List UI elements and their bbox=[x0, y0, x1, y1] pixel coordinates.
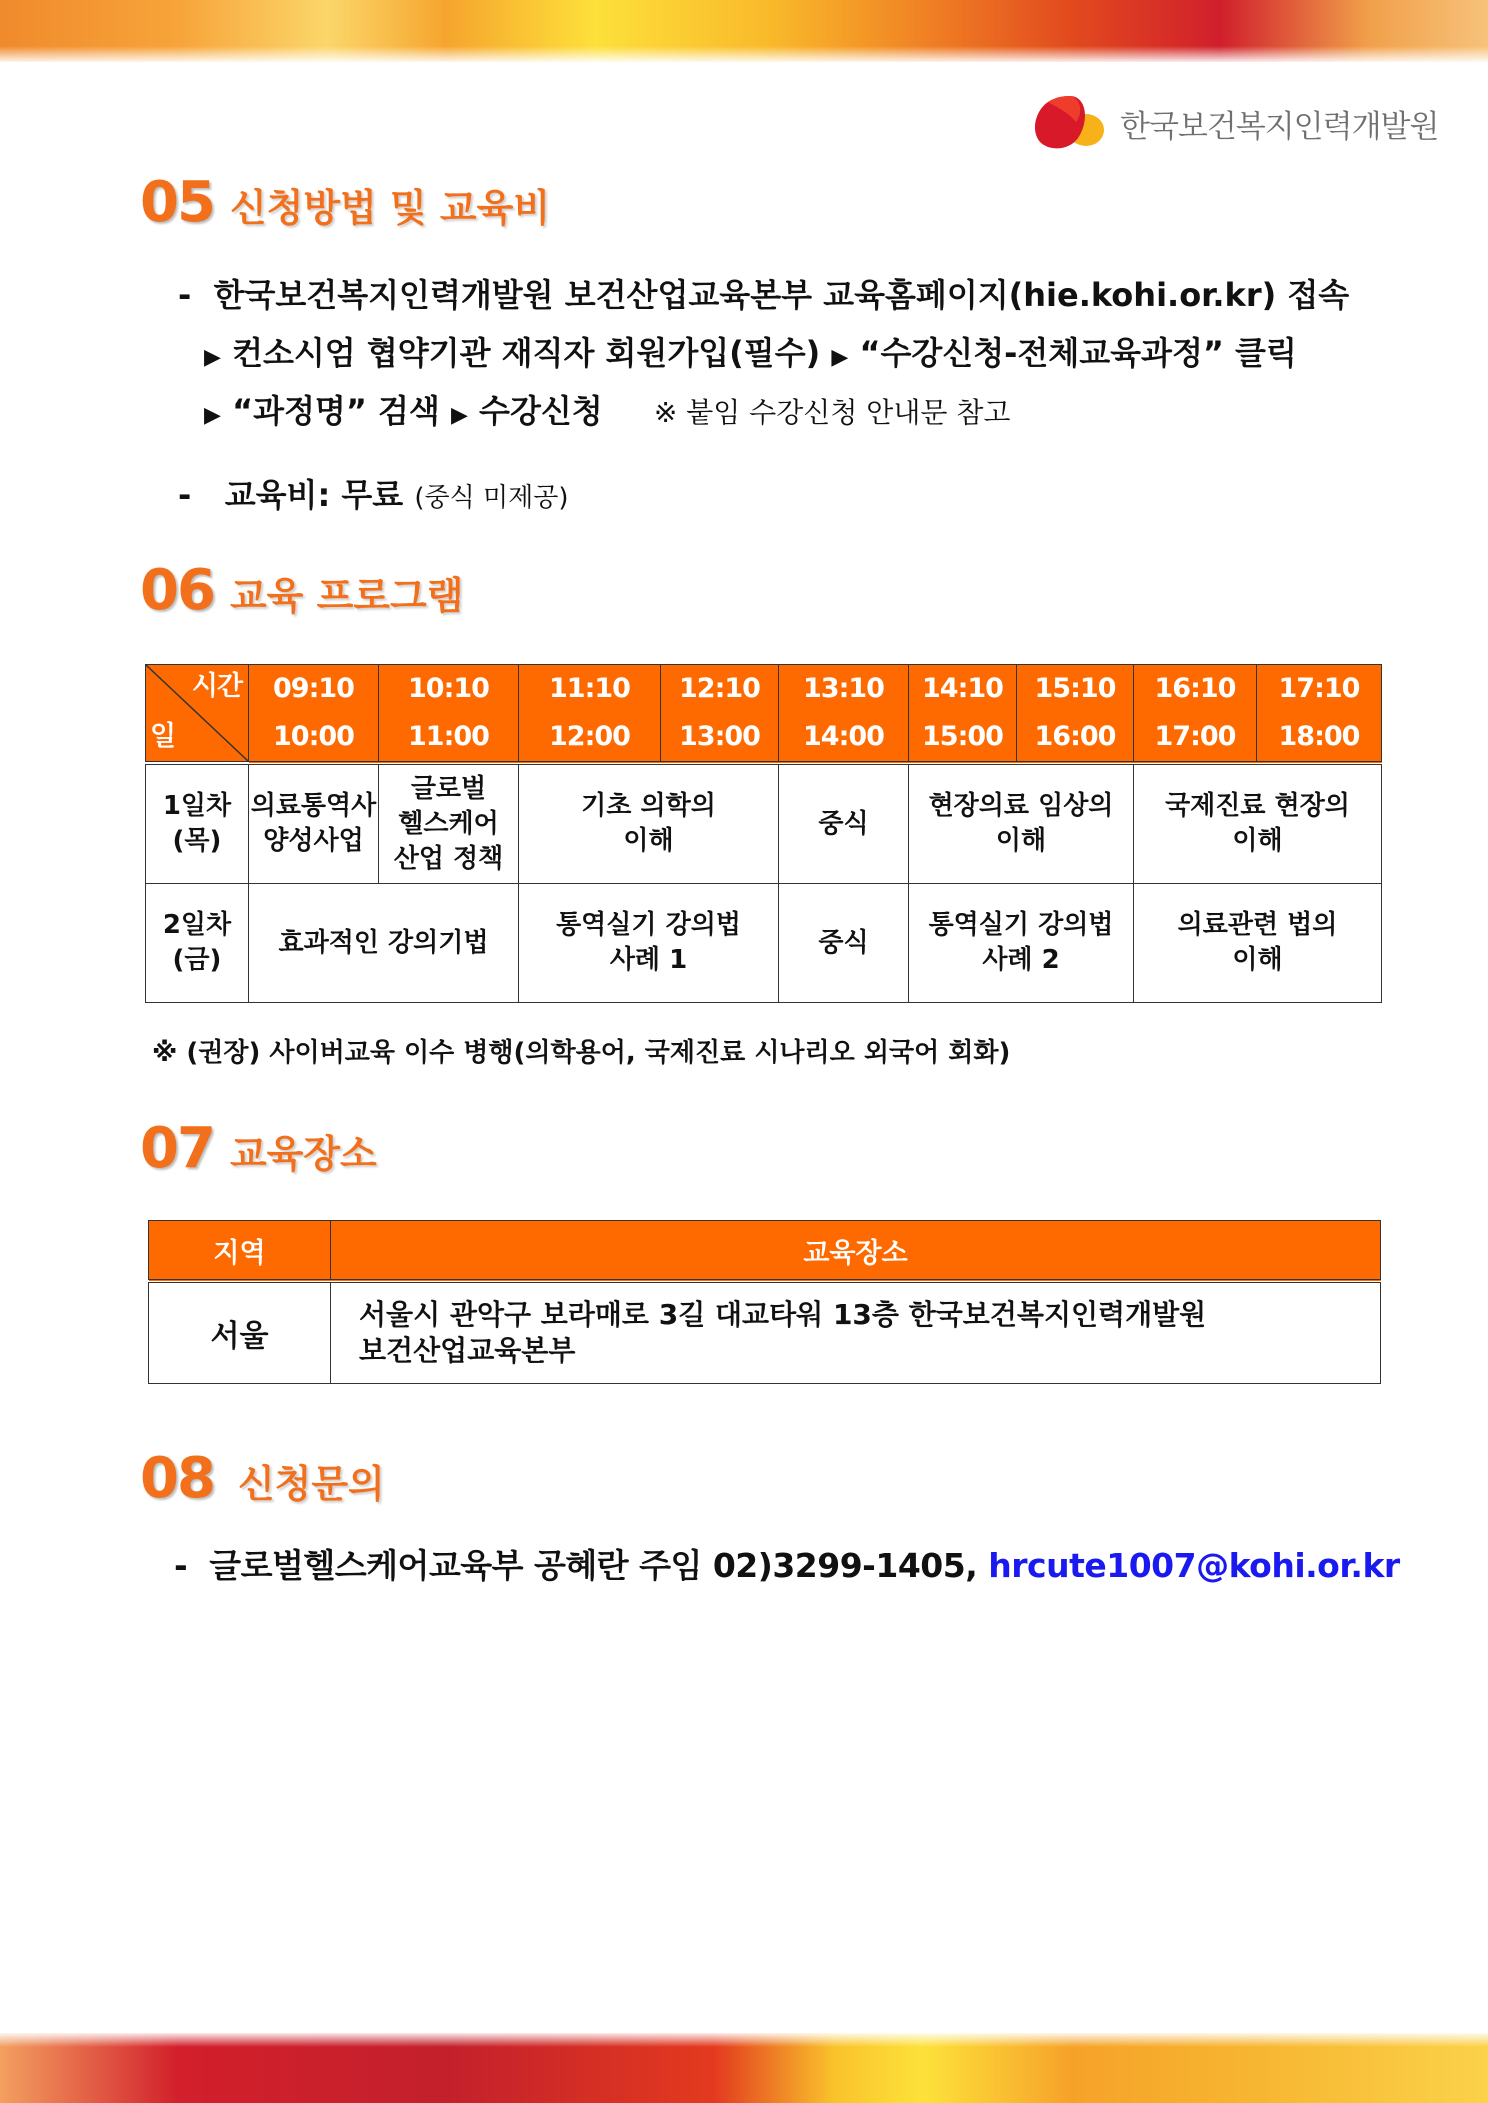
program-table bbox=[145, 664, 1382, 1003]
session-cell: 통역실기 강의법 사례 2 bbox=[909, 884, 1134, 1003]
time-slot: 14:10 15:00 bbox=[909, 665, 1017, 764]
bottom-decorative-band bbox=[0, 2033, 1488, 2103]
section-number: 06 bbox=[140, 558, 214, 623]
fee-line: - 교육비: 무료 (중식 미제공) bbox=[178, 476, 569, 514]
apply-step-1: - 한국보건복지인력개발원 보건산업교육본부 교육홈페이지(hie.kohi.or.kr) 접속 bbox=[178, 276, 1350, 314]
time-slot: 17:10 18:00 bbox=[1257, 665, 1382, 764]
attachment-note: ※ 붙임 수강신청 안내문 참고 bbox=[653, 396, 1011, 429]
lunch-cell: 중식 bbox=[779, 763, 909, 884]
session-cell: 국제진료 현장의 이해 bbox=[1134, 763, 1382, 884]
top-decorative-band bbox=[0, 0, 1488, 62]
section-title: 신청방법 및 교육비 bbox=[229, 186, 551, 230]
section-number: 05 bbox=[140, 170, 214, 235]
section-title: 신청문의 bbox=[237, 1462, 385, 1506]
region-cell: 서울 bbox=[149, 1281, 331, 1384]
table-row-day2 bbox=[146, 884, 1382, 1003]
section-08-heading bbox=[140, 1446, 385, 1511]
session-cell: 의료통역사 양성사업 bbox=[249, 763, 379, 884]
time-slot: 09:10 10:00 bbox=[249, 665, 379, 764]
time-slot: 12:10 13:00 bbox=[661, 665, 779, 764]
apply-step-3: ▶ “과정명” 검색 ▶ 수강신청 ※ 붙임 수강신청 안내문 참고 bbox=[204, 392, 1011, 430]
cyber-education-note: ※ (권장) 사이버교육 이수 병행(의학용어, 국제진료 시나리오 외국어 회화) bbox=[152, 1038, 1011, 1068]
logo-icon bbox=[1030, 90, 1110, 156]
table-header-row bbox=[146, 665, 1382, 764]
location-table bbox=[148, 1220, 1381, 1384]
section-05-heading bbox=[140, 170, 550, 235]
time-slot: 10:10 11:00 bbox=[379, 665, 519, 764]
corner-cell bbox=[146, 665, 249, 764]
section-07-heading bbox=[140, 1116, 377, 1181]
session-cell: 통역실기 강의법 사례 1 bbox=[519, 884, 779, 1003]
contact-info: 글로벌헬스케어교육부 공혜란 주임 02)3299-1405, bbox=[209, 1546, 978, 1585]
time-slot: 11:10 12:00 bbox=[519, 665, 661, 764]
triangle-right-icon: ▶ bbox=[204, 403, 221, 428]
place-header: 교육장소 bbox=[331, 1221, 1381, 1282]
apply-step-2: ▶ 컨소시엄 협약기관 재직자 회원가입(필수) ▶ “수강신청-전체교육과정” 클릭 bbox=[204, 334, 1297, 372]
day-label: 2일차 (금) bbox=[146, 884, 249, 1003]
org-logo bbox=[1030, 90, 1438, 156]
contact-line: - 글로벌헬스케어교육부 공혜란 주임 02)3299-1405, hrcute1007@kohi.or.kr bbox=[174, 1546, 1400, 1585]
section-06-heading bbox=[140, 558, 463, 623]
section-number: 07 bbox=[140, 1116, 214, 1181]
table-row-day1 bbox=[146, 763, 1382, 884]
session-cell: 효과적인 강의기법 bbox=[249, 884, 519, 1003]
session-cell: 글로벌 헬스케어 산업 정책 bbox=[379, 763, 519, 884]
address-cell: 서울시 관악구 보라매로 3길 대교타워 13층 한국보건복지인력개발원 보건산업교육본부 bbox=[331, 1281, 1381, 1384]
corner-day-label: 일 bbox=[150, 721, 176, 752]
fee-note: (중식 미제공) bbox=[414, 483, 569, 513]
table-header-row bbox=[149, 1221, 1381, 1282]
triangle-right-icon: ▶ bbox=[831, 345, 849, 370]
time-slot: 16:10 17:00 bbox=[1134, 665, 1257, 764]
day-label: 1일차 (목) bbox=[146, 763, 249, 884]
section-title: 교육 프로그램 bbox=[229, 574, 464, 618]
session-cell: 기초 의학의 이해 bbox=[519, 763, 779, 884]
section-title: 교육장소 bbox=[229, 1132, 377, 1176]
corner-time-label: 시간 bbox=[191, 671, 242, 702]
section-number: 08 bbox=[140, 1446, 214, 1511]
triangle-right-icon: ▶ bbox=[450, 403, 468, 428]
table-row bbox=[149, 1281, 1381, 1384]
time-slot: 13:10 14:00 bbox=[779, 665, 909, 764]
triangle-right-icon: ▶ bbox=[204, 345, 221, 370]
contact-email-link[interactable]: hrcute1007@kohi.or.kr bbox=[988, 1546, 1400, 1585]
lunch-cell: 중식 bbox=[779, 884, 909, 1003]
time-slot: 15:10 16:00 bbox=[1017, 665, 1134, 764]
session-cell: 의료관련 법의 이해 bbox=[1134, 884, 1382, 1003]
region-header: 지역 bbox=[149, 1221, 331, 1282]
session-cell: 현장의료 임상의 이해 bbox=[909, 763, 1134, 884]
org-name: 한국보건복지인력개발원 bbox=[1120, 108, 1439, 145]
